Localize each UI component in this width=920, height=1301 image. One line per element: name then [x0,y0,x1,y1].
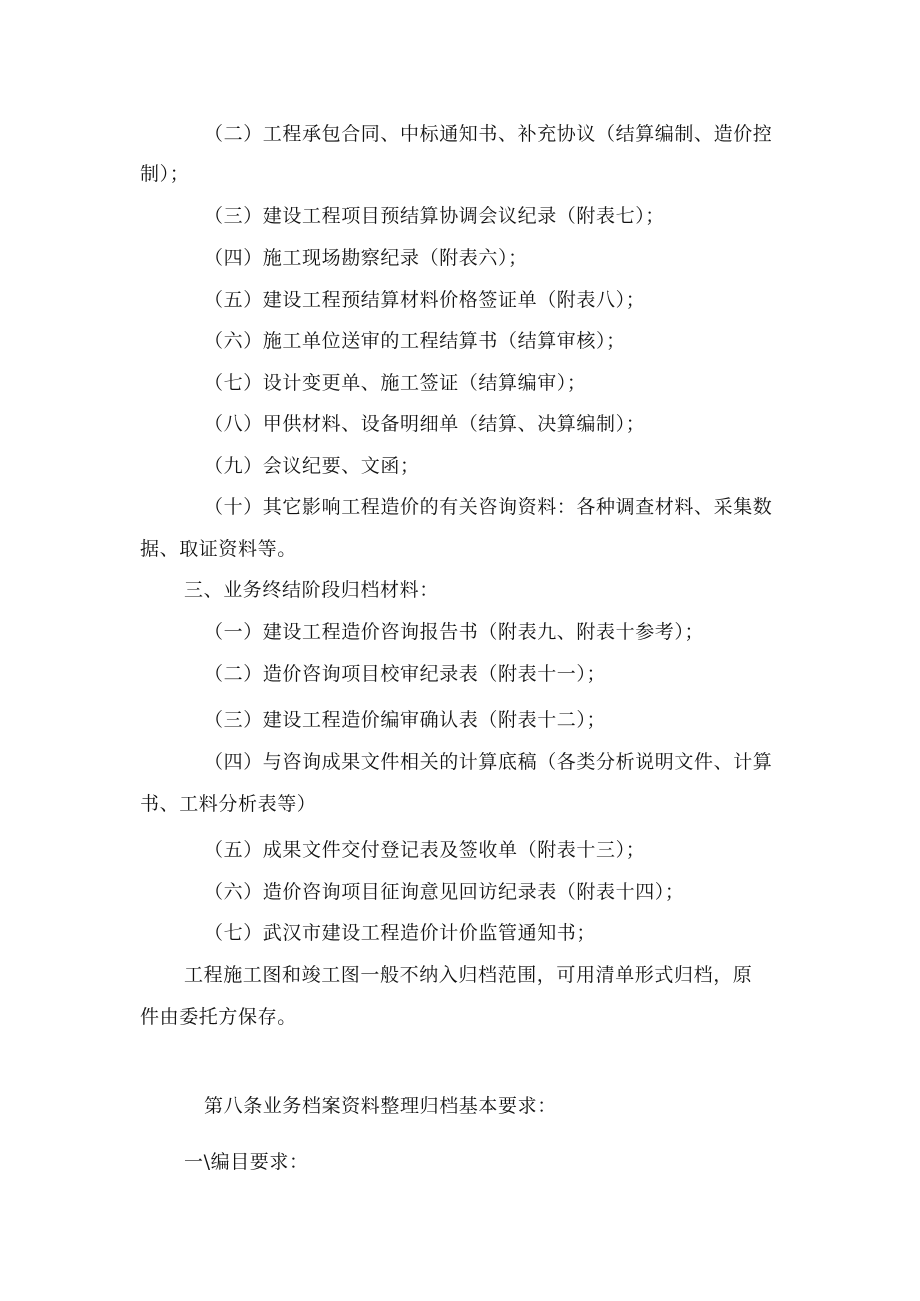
list-item: （三）建设工程项目预结算协调会议纪录（附表七）； [204,205,665,227]
list-item: （三）建设工程造价编审确认表（附表十二）； [204,709,607,731]
sub-heading: 一\编目要求： [184,1151,309,1173]
section-heading: 三、业务终结阶段归档材料： [184,579,439,601]
list-item-continuation: 制）； [140,163,190,185]
list-item-continuation: 书、工料分析表等） [140,793,317,815]
list-item: （五）成果文件交付登记表及签收单（附表十三）； [204,839,646,861]
list-item: （五）建设工程预结算材料价格签证单（附表八）； [204,289,646,311]
list-item-continuation: 据、取证资料等。 [140,538,297,560]
list-item: （二）工程承包合同、中标通知书、补充协议（结算编制、造价控 [204,123,773,145]
list-item: （九）会议纪要、文函； [204,455,420,477]
list-item: （二）造价咨询项目校审纪录表（附表十一）； [204,663,607,685]
list-item: （六）造价咨询项目征询意见回访纪录表（附表十四）； [204,881,685,903]
list-item: （七）设计变更单、施工签证（结算编审）； [204,372,587,394]
list-item: （六）施工单位送审的工程结算书（结算审核）； [204,330,626,352]
note-paragraph-line: 件由委托方保存。 [140,1006,297,1028]
list-item: （十）其它影响工程造价的有关咨询资料：各种调查材料、采集数 [204,496,773,518]
note-paragraph-line: 工程施工图和竣工图一般不纳入归档范围，可用清单形式归档，原 [184,964,753,986]
list-item: （四）施工现场勘察纪录（附表六）； [204,247,528,269]
list-item: （七）武汉市建设工程造价计价监管通知书； [204,922,597,944]
list-item: （四）与咨询成果文件相关的计算底稿（各类分析说明文件、计算 [204,751,773,773]
article-heading: 第八条业务档案资料整理归档基本要求： [204,1095,557,1117]
list-item: （八）甲供材料、设备明细单（结算、决算编制）； [204,413,646,435]
list-item: （一）建设工程造价咨询报告书（附表九、附表十参考）； [204,621,705,643]
